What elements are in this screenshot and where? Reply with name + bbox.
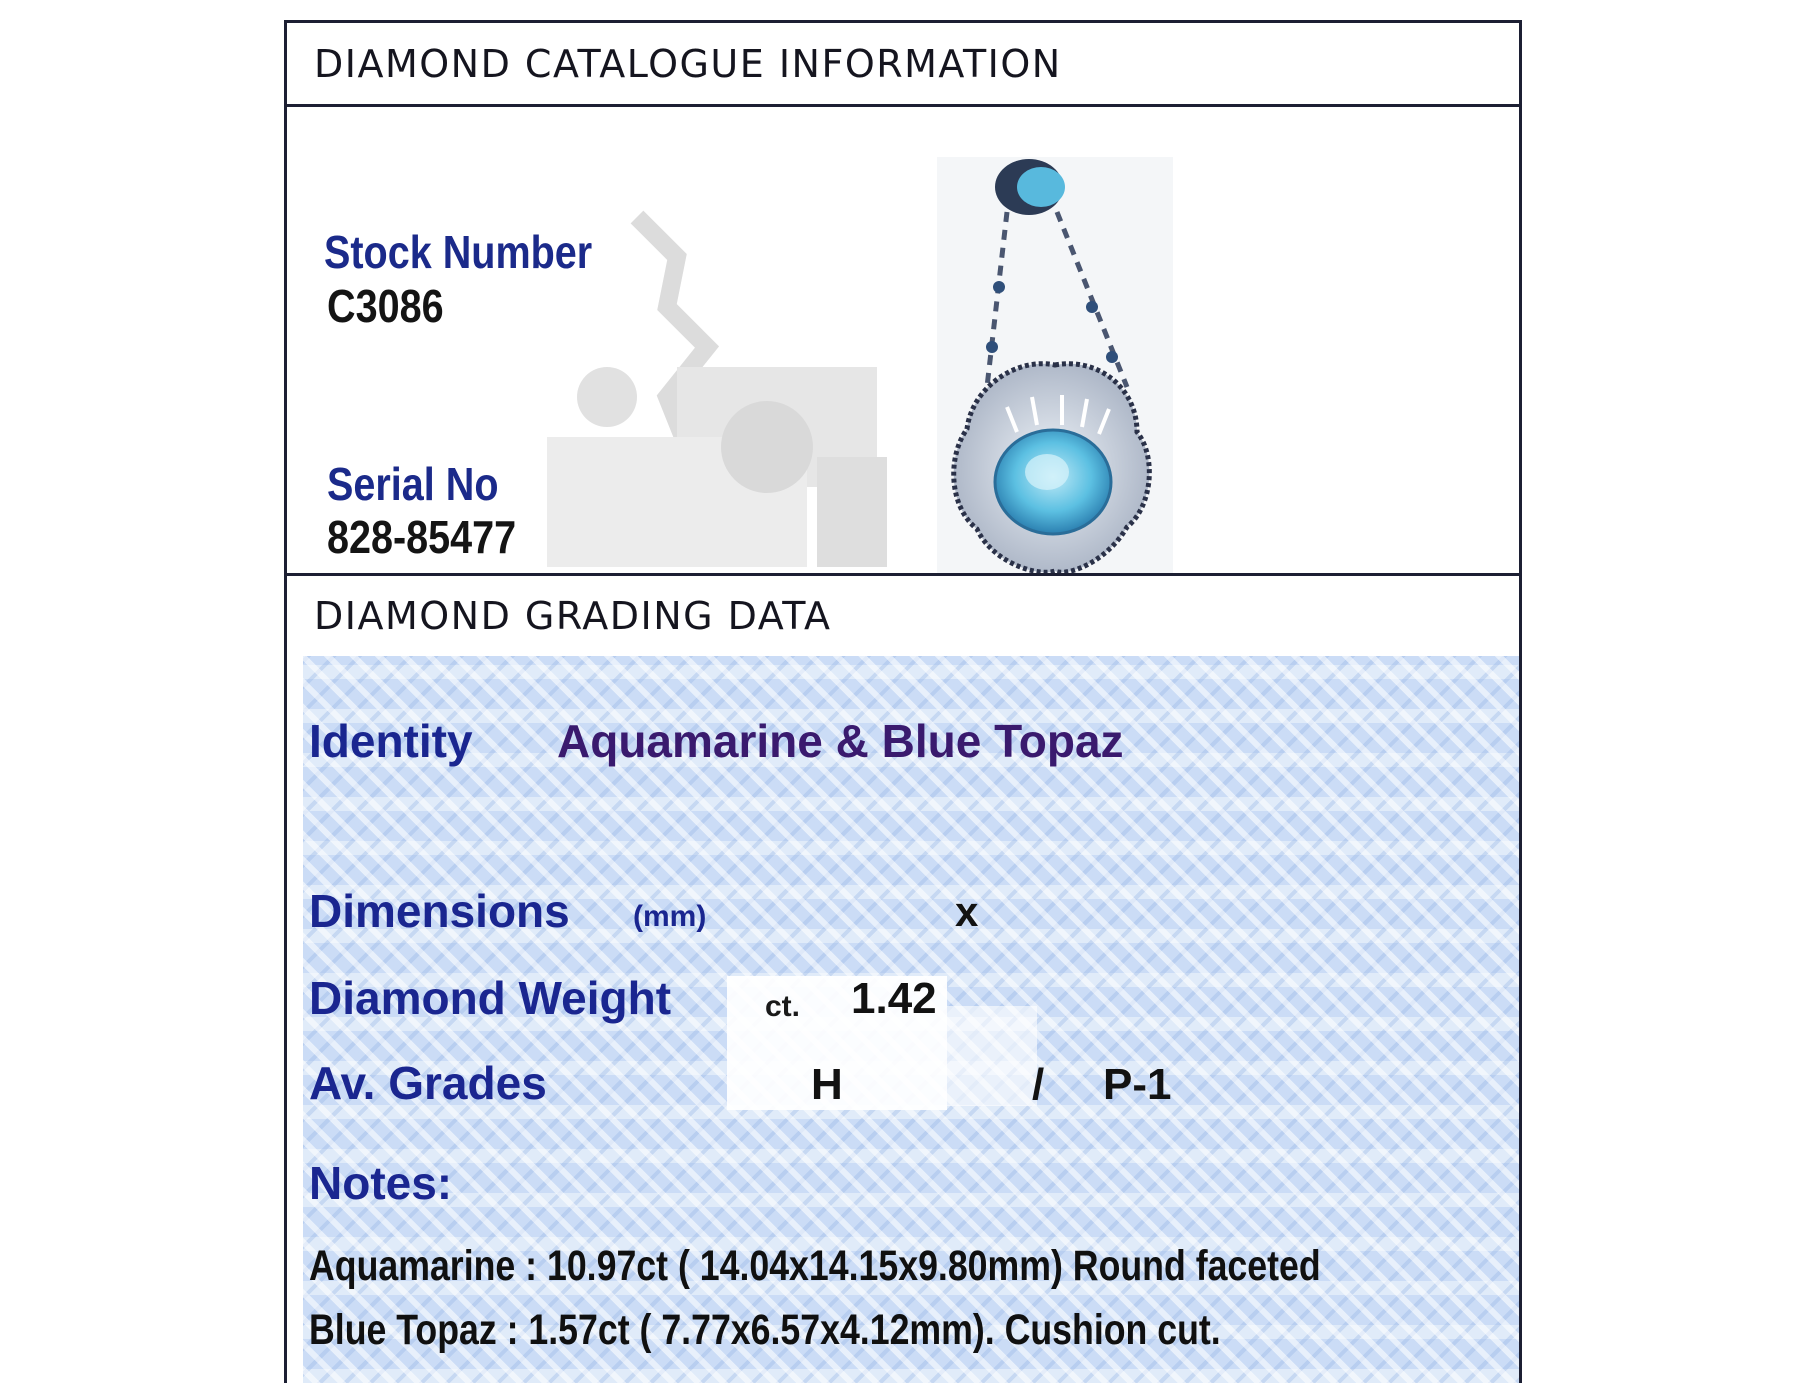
grading-panel — [287, 656, 1519, 1383]
diamond-weight-value: 1.42 — [851, 974, 937, 1023]
dimensions-unit: (mm) — [633, 900, 707, 933]
stock-number-label: Stock Number — [324, 226, 593, 278]
note-line: Aquamarine : 10.97ct ( 14.04x14.15x9.80mm) Round faceted — [309, 1242, 1321, 1290]
dimensions-label: Dimensions — [309, 885, 570, 937]
identity-value: Aquamarine & Blue Topaz — [557, 715, 1124, 767]
dimensions-separator: x — [955, 888, 979, 935]
catalogue-info-panel — [287, 107, 1519, 573]
stock-number-value: C3086 — [327, 280, 444, 332]
catalogue-header — [287, 23, 1519, 107]
pendant-photo — [937, 157, 1173, 573]
grade-separator: / — [1032, 1060, 1045, 1109]
grading-header-title: DIAMOND GRADING DATA — [314, 594, 832, 638]
average-grades-label: Av. Grades — [309, 1057, 547, 1109]
grade-clarity-value: P-1 — [1103, 1060, 1172, 1109]
grade-color-value: H — [811, 1060, 843, 1109]
catalogue-card — [284, 20, 1522, 1383]
identity-label: Identity — [309, 715, 473, 767]
watermark-block-secondary — [947, 1006, 1037, 1106]
serial-number-value: 828-85477 — [327, 511, 517, 563]
diamond-weight-label: Diamond Weight — [309, 972, 672, 1024]
catalogue-header-title: DIAMOND CATALOGUE INFORMATION — [314, 41, 1062, 86]
diamond-weight-unit: ct. — [765, 990, 801, 1023]
grading-header — [287, 573, 1519, 659]
note-line: Blue Topaz : 1.57ct ( 7.77x6.57x4.12mm). Cushion cut. — [309, 1306, 1221, 1354]
notes-label: Notes: — [309, 1157, 453, 1209]
serial-number-label: Serial No — [327, 458, 499, 510]
